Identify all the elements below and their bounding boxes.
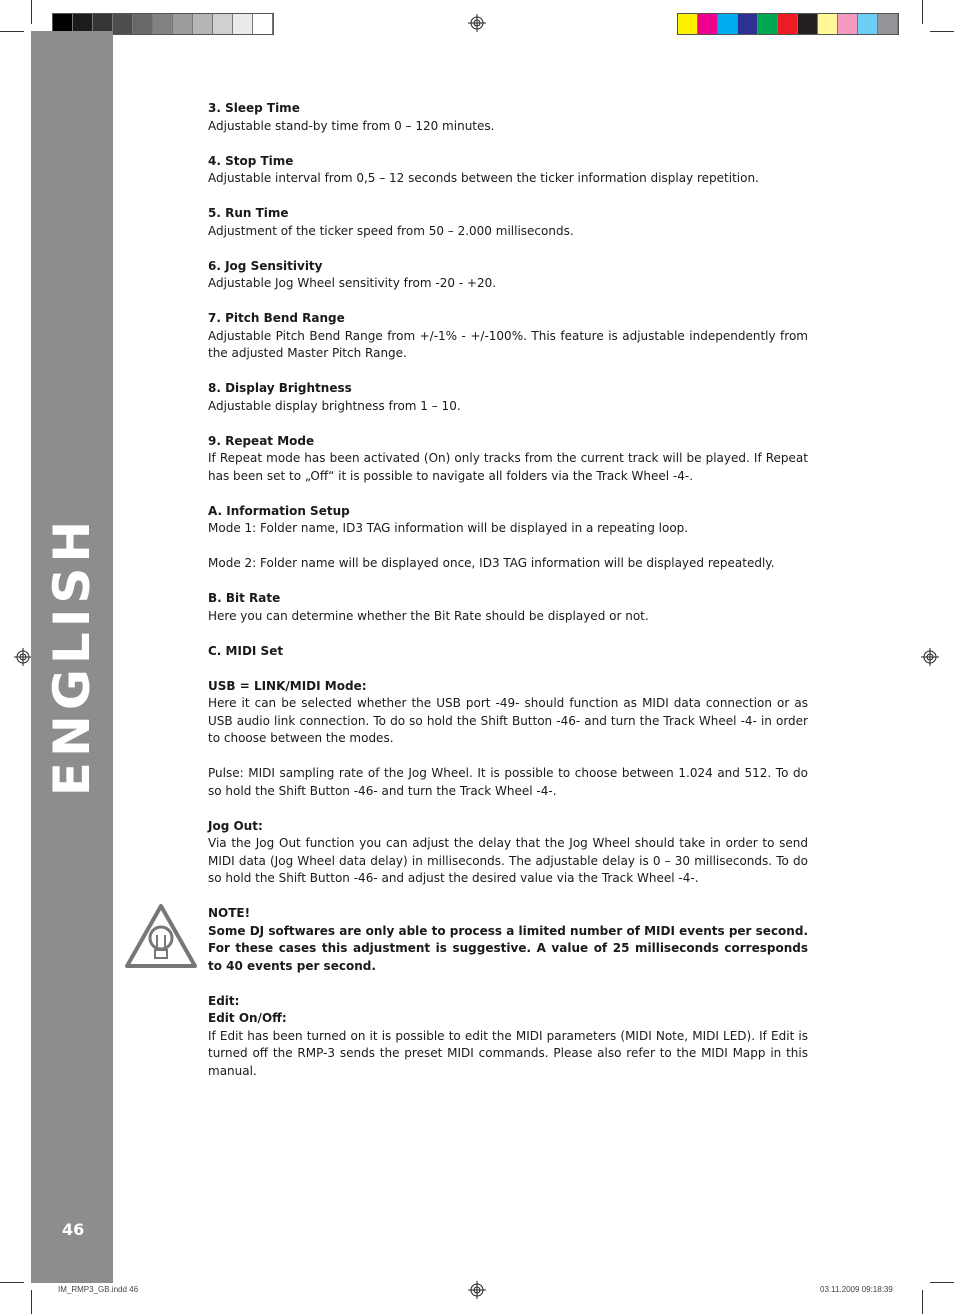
section-text: Adjustable interval from 0,5 – 12 seconds between the ticker information display repetition. (208, 171, 759, 185)
setting-section (208, 643, 808, 661)
registration-mark-icon (14, 648, 32, 666)
setting-section (208, 765, 808, 800)
section-heading: B. Bit Rate (208, 591, 281, 605)
section-heading: 9. Repeat Mode (208, 433, 315, 448)
section-text: If Repeat mode has been activated (On) only tracks from the current track will be played. If Repeat has been set to „Off“ it is possible to navigate all folders via the Track Wheel -4-. (208, 451, 808, 483)
crop-mark (922, 0, 923, 24)
calibration-swatch (718, 14, 738, 34)
edit-block (208, 993, 808, 1081)
setting-section (208, 258, 808, 293)
setting-section (208, 100, 808, 135)
lightbulb-warning-icon (124, 903, 198, 969)
calibration-swatch (838, 14, 858, 34)
setting-section (208, 503, 808, 538)
crop-mark (0, 31, 24, 32)
registration-mark-icon (921, 648, 939, 666)
section-heading: A. Information Setup (208, 503, 350, 518)
section-text: Here it can be selected whether the USB port -49- should function as MIDI data connection or as USB audio link connection. To do so hold the Shift Button -46- and turn the Track Wheel -4- in order to choose between the modes. (208, 696, 808, 745)
registration-mark-icon (468, 1281, 486, 1299)
calibration-swatch (113, 14, 133, 34)
crop-mark (0, 1282, 24, 1283)
calibration-swatch (738, 14, 758, 34)
setting-section (208, 205, 808, 240)
page-number: 46 (62, 1220, 85, 1239)
section-text: Adjustment of the ticker speed from 50 – 2.000 milliseconds. (208, 223, 574, 238)
language-label: ENGLISH (43, 515, 101, 797)
calibration-swatch (698, 14, 718, 34)
section-text: Adjustable Pitch Bend Range from +/-1% - +/-100%. This feature is adjustable independently from the adjusted Master Pitch Range. (208, 328, 808, 360)
date-slug: 03.11.2009 09:18:39 (820, 1285, 893, 1294)
note-block (208, 905, 808, 975)
calibration-swatch (798, 14, 818, 34)
edit-heading: Edit: (208, 993, 240, 1008)
note-text: Some DJ softwares are only able to process a limited number of MIDI events per second. For these cases this adjustment is suggestive. A value of 25 milliseconds corresponds to 40 events per second. (208, 923, 808, 973)
calibration-swatch (858, 14, 878, 34)
section-text: Pulse: MIDI sampling rate of the Jog Wheel. It is possible to choose between 1.024 and 512. To do so hold the Shift Button -46- and turn the Track Wheel -4-. (208, 766, 808, 798)
calibration-swatch (193, 14, 213, 34)
setting-section (208, 555, 808, 573)
edit-text: If Edit has been turned on it is possible to edit the MIDI parameters (MIDI Note, MIDI LED). If Edit is turned off the RMP-3 sends the preset MIDI commands. Please also refer to the MIDI Mapp in this manual. (208, 1028, 808, 1078)
calibration-swatch (758, 14, 778, 34)
setting-section (208, 590, 808, 625)
calibration-swatch (253, 14, 273, 34)
calibration-swatch (173, 14, 193, 34)
file-slug: IM_RMP3_GB.indd 46 (58, 1285, 139, 1294)
section-heading: 7. Pitch Bend Range (208, 311, 345, 325)
section-text: Mode 1: Folder name, ID3 TAG information will be displayed in a repeating loop. (208, 521, 689, 535)
setting-section (208, 380, 808, 415)
calibration-swatch (678, 14, 698, 34)
setting-section (208, 433, 808, 486)
section-text: Adjustable display brightness from 1 – 10. (208, 398, 461, 413)
setting-section (208, 310, 808, 363)
setting-section (208, 153, 808, 188)
manual-body (208, 100, 808, 1098)
crop-mark (930, 31, 954, 32)
section-heading: C. MIDI Set (208, 643, 284, 658)
section-text: Adjustable Jog Wheel sensitivity from -20 - +20. (208, 276, 497, 290)
edit-subheading: Edit On/Off: (208, 1011, 287, 1025)
section-text: Here you can determine whether the Bit Rate should be displayed or not. (208, 608, 649, 623)
section-heading: 3. Sleep Time (208, 101, 300, 115)
settings-sections (208, 100, 808, 888)
crop-mark (31, 0, 32, 24)
registration-mark-icon (468, 14, 486, 32)
setting-section (208, 818, 808, 888)
calibration-swatch (878, 14, 898, 34)
section-text: Adjustable stand-by time from 0 – 120 minutes. (208, 118, 495, 133)
calibration-swatch (213, 14, 233, 34)
color-calibration-bar (677, 13, 899, 35)
calibration-swatch (778, 14, 798, 34)
note-heading: NOTE! (208, 906, 251, 920)
crop-mark (31, 1290, 32, 1314)
section-text: Mode 2: Folder name will be displayed once, ID3 TAG information will be displayed repeatedly. (208, 556, 775, 570)
crop-mark (922, 1290, 923, 1314)
calibration-swatch (153, 14, 173, 34)
setting-section (208, 678, 808, 748)
calibration-swatch (233, 14, 253, 34)
section-heading: 6. Jog Sensitivity (208, 258, 323, 273)
section-heading: 8. Display Brightness (208, 381, 352, 395)
calibration-swatch (818, 14, 838, 34)
calibration-swatch (133, 14, 153, 34)
section-heading: 5. Run Time (208, 206, 289, 220)
section-text: Via the Jog Out function you can adjust the delay that the Jog Wheel should take in order to send MIDI data (Jog Wheel data delay) in milliseconds. The adjustable delay is 0 – 30 milliseconds. To do so hold the Shift Button -46- and adjust the desired value via the Track Wheel -4-. (208, 836, 808, 885)
section-heading: Jog Out: (208, 818, 263, 833)
section-heading: 4. Stop Time (208, 153, 294, 168)
crop-mark (930, 1282, 954, 1283)
section-heading: USB = LINK/MIDI Mode: (208, 678, 367, 693)
